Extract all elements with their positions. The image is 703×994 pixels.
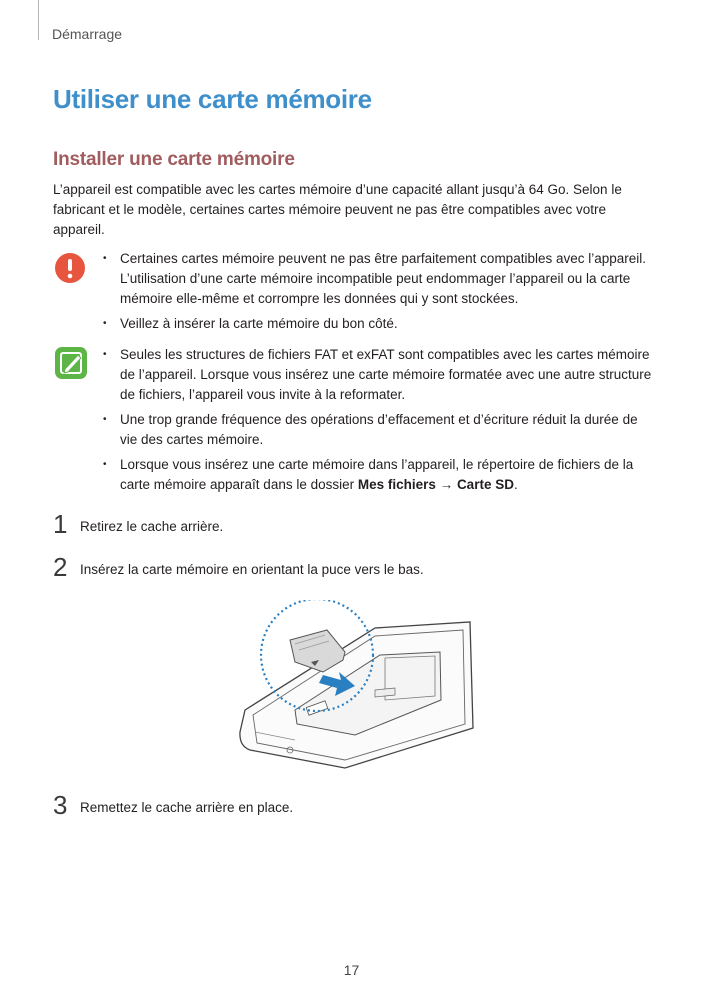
note-item: • Une trop grande fréquence des opérations d’effacement et d’écriture réduit la durée de vie des cartes mémoire. bbox=[103, 410, 658, 450]
step-number: 1 bbox=[53, 509, 68, 539]
caution-list bbox=[103, 249, 658, 339]
folder-subname: Carte SD bbox=[456, 477, 514, 492]
memory-card-insertion-illustration bbox=[235, 600, 475, 780]
page-title: Utiliser une carte mémoire bbox=[53, 84, 372, 114]
caution-item: • Veillez à insérer la carte mémoire du bon côté. bbox=[103, 314, 658, 334]
caution-item: • Certaines cartes mémoire peuvent ne pas être parfaitement compatibles avec l’appareil. L’utilisation d’une carte mémoire incompatible peut endommager l’appareil ou la carte mémoire elle-même et corrompre les données qui y sont stockées. bbox=[103, 249, 658, 309]
step-number: 2 bbox=[53, 552, 68, 582]
note-list bbox=[103, 345, 658, 500]
step-number: 3 bbox=[53, 790, 68, 820]
section-header: Démarrage bbox=[52, 26, 123, 42]
folder-name: Mes fichiers bbox=[357, 477, 436, 492]
intro-paragraph: L’appareil est compatible avec les cartes mémoire d’une capacité allant jusqu’à 64 Go. Selon le fabricant et le modèle, certaines cartes mémoire peuvent ne pas être compatibles avec votre appareil. bbox=[53, 182, 622, 237]
header-rule bbox=[38, 0, 39, 40]
step-text: Retirez le cache arrière. bbox=[80, 519, 224, 534]
section-subtitle: Installer une carte mémoire bbox=[53, 149, 295, 170]
step-text: Remettez le cache arrière en place. bbox=[80, 800, 294, 815]
caution-icon bbox=[52, 250, 88, 291]
note-item: • Lorsque vous insérez une carte mémoire dans l’appareil, le répertoire de fichiers de la carte mémoire apparaît dans le dossier Mes fichiers → Carte SD. bbox=[103, 455, 658, 495]
step-text: Insérez la carte mémoire en orientant la puce vers le bas. bbox=[80, 562, 424, 577]
page-number: 17 bbox=[343, 962, 360, 978]
note-item: • Seules les structures de fichiers FAT et exFAT sont compatibles avec les cartes mémoire de l’appareil. Lorsque vous insérez une carte mémoire formatée avec une autre structure de fichiers, l’appareil vous invite à la reformater. bbox=[103, 345, 658, 405]
note-icon bbox=[53, 345, 89, 386]
